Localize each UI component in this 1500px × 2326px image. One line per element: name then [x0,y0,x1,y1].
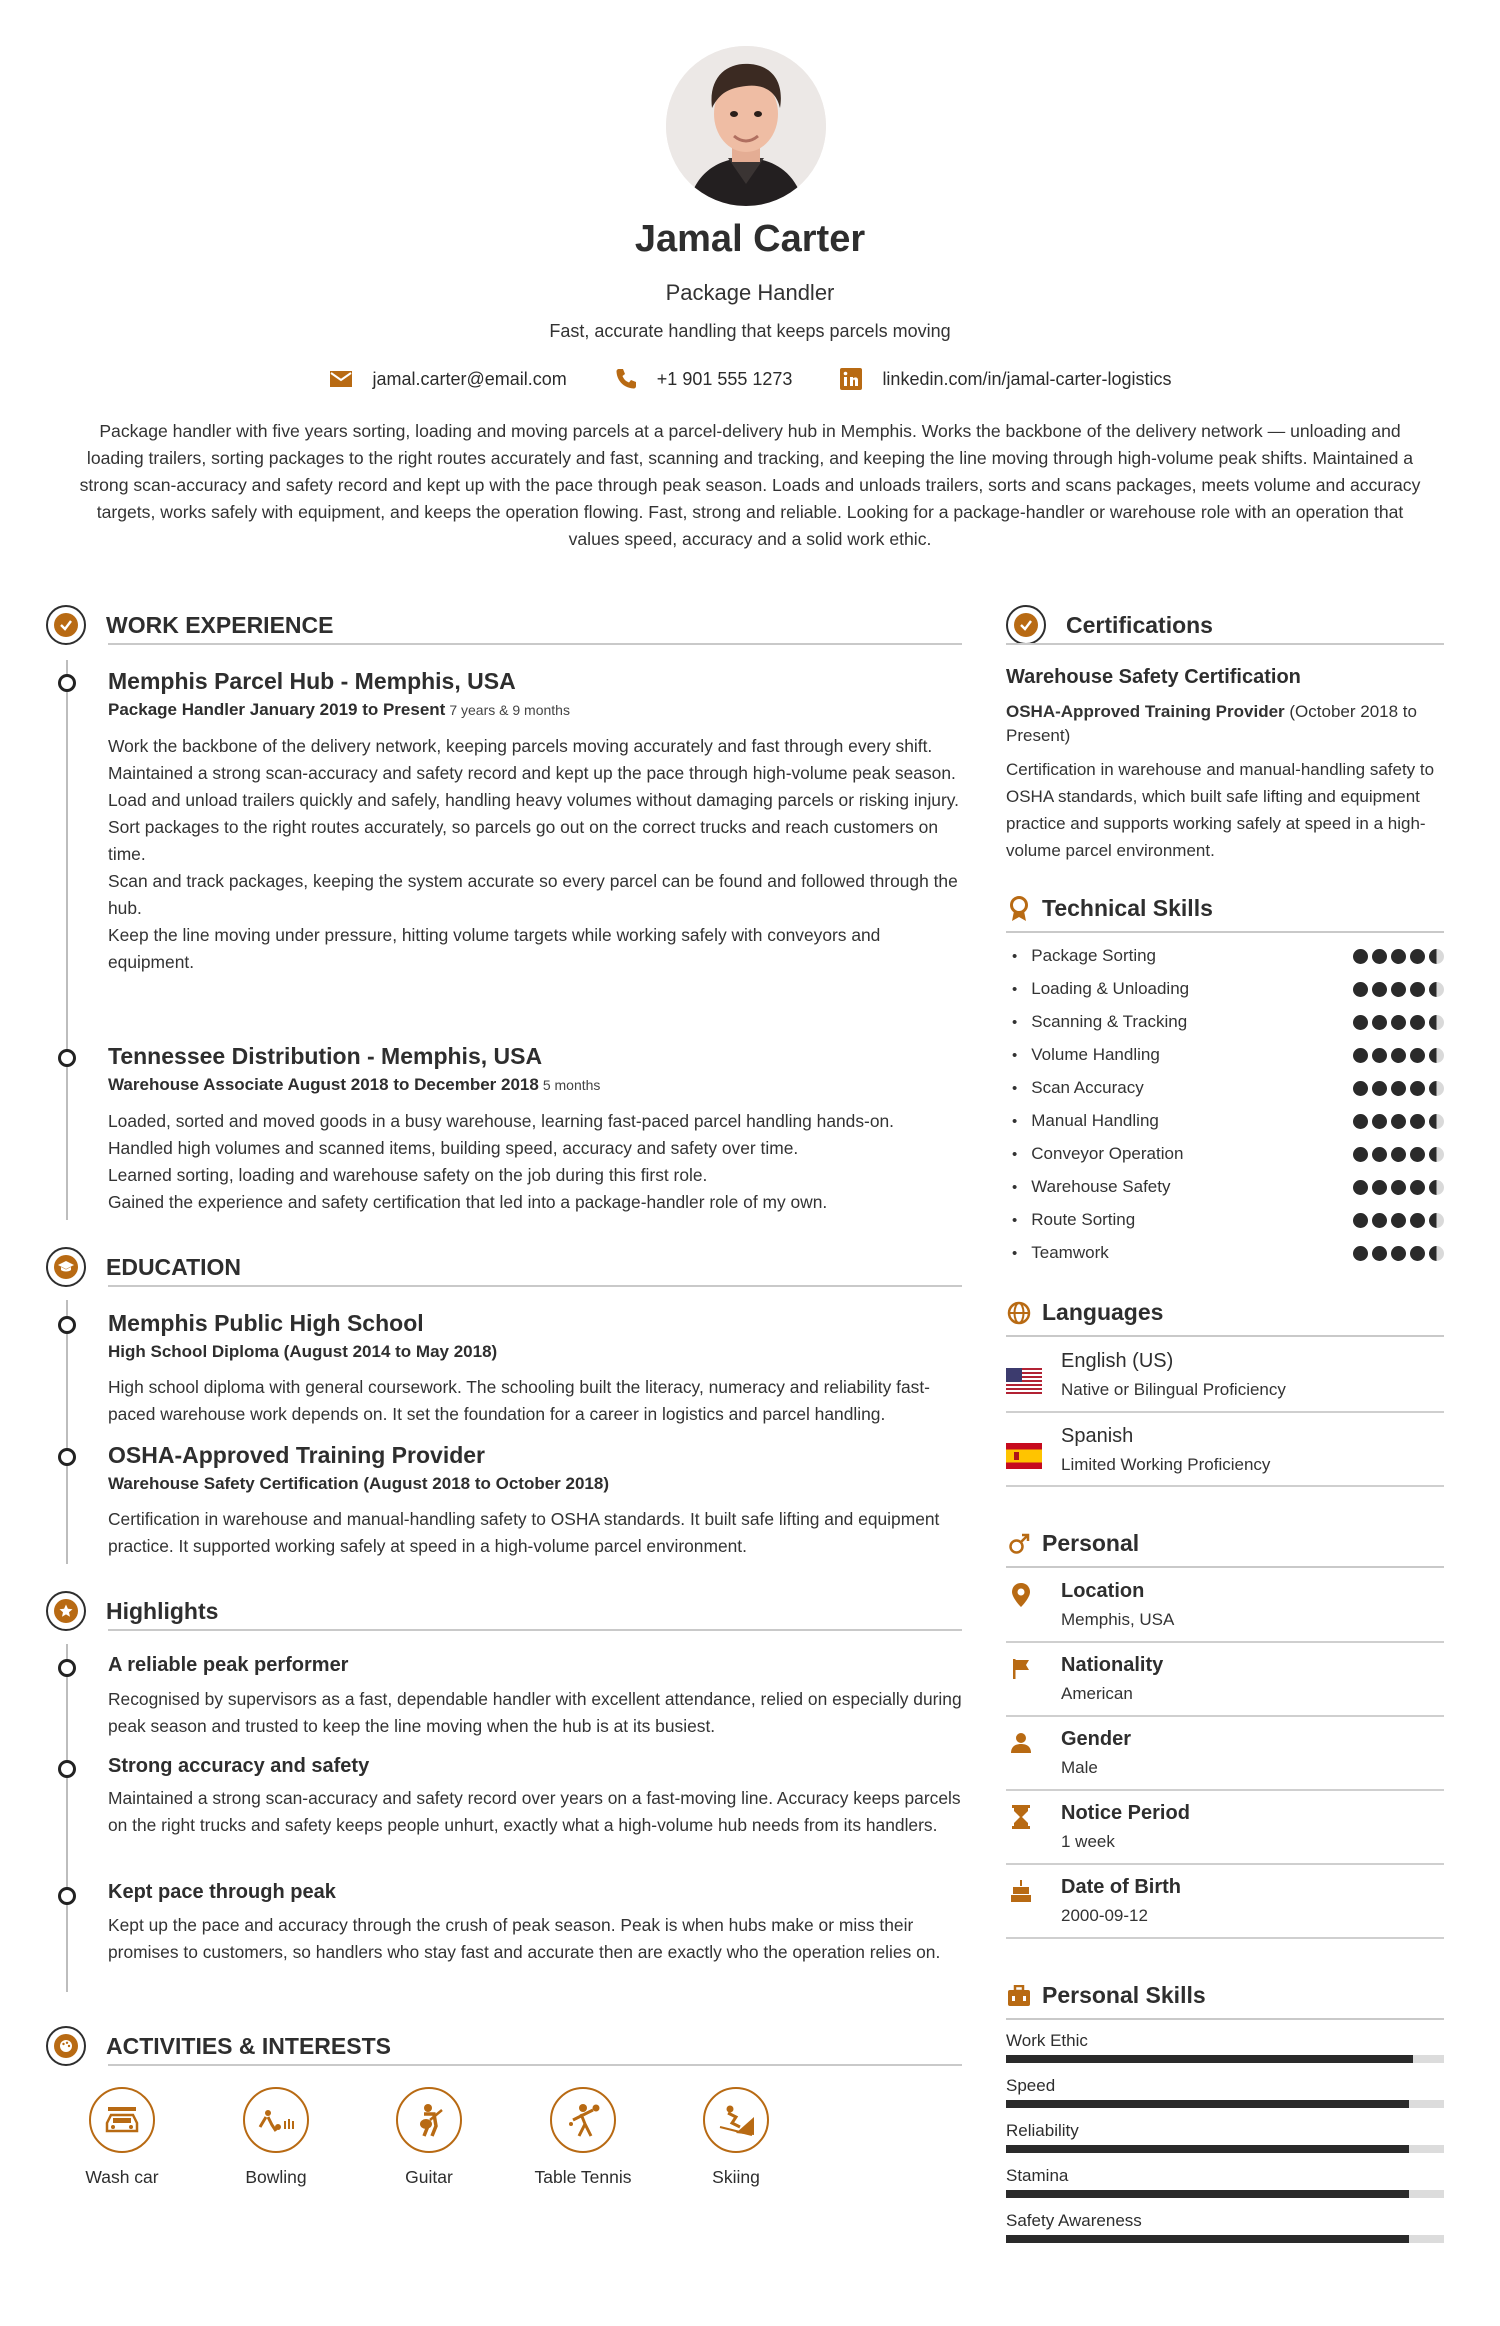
certification-dates: (October 2018 to Present) [1006,702,1417,745]
item-divider [1006,1411,1444,1413]
contact-email[interactable] [328,366,566,392]
spain-flag-icon [1006,1443,1042,1469]
skill-rating-dots [1353,1015,1444,1030]
car-wash-icon [89,2087,155,2153]
certification-provider: OSHA-Approved Training Provider [1006,702,1285,721]
rating-dot [1391,1081,1406,1096]
activity-label: Skiing [712,2167,760,2187]
rating-dot [1391,1147,1406,1162]
degree: High School Diploma (August 2014 to May 2018) [108,1342,498,1361]
us-flag-icon [1006,1368,1042,1394]
candidate-tagline: Fast, accurate handling that keeps parcels moving [549,321,951,341]
personal-skill-label: Reliability [1006,2121,1079,2140]
personal-skill-label: Safety Awareness [1006,2211,1142,2230]
contact-linkedin[interactable] [838,366,1171,392]
rating-dot [1391,1114,1406,1129]
personal-label: Gender [1061,1728,1132,1750]
personal-skill-label: Work Ethic [1006,2031,1088,2050]
personal-skill-item [1006,2076,1444,2108]
activity-label: Bowling [245,2167,307,2187]
activity-item [201,2087,351,2188]
rating-dot [1391,1246,1406,1261]
timeline-dot [58,1049,76,1067]
rating-dot [1410,1246,1425,1261]
education-description: Certification in warehouse and manual-handling safety to OSHA standards. It built safe lifting and equipment practice. It supported working safely at speed in a high-volume parcel environment. [108,1509,940,1556]
rating-dot [1353,1081,1368,1096]
personal-value: 1 week [1061,1832,1115,1851]
technical-skill-label: • Scan Accuracy [1012,1078,1144,1098]
highlights-timeline [66,1644,68,1992]
guitar-icon [396,2087,462,2153]
education-title: EDUCATION [106,1253,242,1280]
rating-dot [1372,1114,1387,1129]
work-experience-title: WORK EXPERIENCE [106,611,334,638]
rating-dot [1372,1213,1387,1228]
technical-skill-row [1012,1078,1444,1098]
item-divider [1006,1937,1444,1939]
rating-dot [1372,1147,1387,1162]
education-description: High school diploma with general coursework. The schooling built the literacy, numeracy and reliability fast-paced warehouse work depends on. It set the foundation for a career in logistics and parcel handling. [108,1377,930,1424]
table-tennis-icon [550,2087,616,2153]
skill-level-fill [1006,2235,1409,2243]
linkedin-text[interactable]: linkedin.com/in/jamal-carter-logistics [882,368,1172,389]
item-divider [1006,1789,1444,1791]
highlight-description: Maintained a strong scan-accuracy and safety record over years on a fast-moving line. Accuracy keeps parcels on the right trucks and safety keeps people unhurt, exactly what a high-volume hub needs from its handlers. [108,1788,961,1835]
technical-skill-label: • Scanning & Tracking [1012,1012,1187,1032]
skill-rating-dots [1353,1147,1444,1162]
section-divider [1006,1335,1444,1337]
personal-skills-title: Personal Skills [1042,1982,1206,2008]
rating-dot [1391,1213,1406,1228]
rating-dot [1391,1015,1406,1030]
certifications-heading [1006,605,1213,645]
degree: Warehouse Safety Certification (August 2018 to October 2018) [108,1474,609,1493]
candidate-role: Package Handler [665,280,835,305]
rating-dot [1410,1180,1425,1195]
profile-photo [666,46,826,206]
rating-dot [1353,1114,1368,1129]
linkedin-icon [838,366,864,392]
rating-dot [1372,1015,1387,1030]
technical-skill-row [1012,946,1444,966]
job-subtitle [108,700,570,720]
rating-dot [1429,1180,1444,1195]
personal-label: Date of Birth [1061,1876,1181,1898]
technical-skill-label: • Route Sorting [1012,1210,1135,1230]
rating-dot [1372,982,1387,997]
personal-label: Notice Period [1061,1802,1190,1824]
rating-dot [1353,1180,1368,1195]
job-bullet: Handled high volumes and scanned items, building speed, accuracy and safety over time. [108,1138,799,1158]
rating-dot [1410,982,1425,997]
item-divider [1006,1863,1444,1865]
language-name: Spanish [1061,1425,1134,1447]
rating-dot [1353,1147,1368,1162]
profile-summary: Package handler with five years sorting, loading and moving parcels at a parcel-delivery hub in Memphis. Works the backbone of the delivery network — unloading and loading trailers, sorting packages to the right routes accurately and fast, scanning and tracking, and keeping the line moving through high-volume peak shifts. Maintained a strong scan-accuracy and safety record and kept up with the pace through peak season. Loads and unloads trailers, sorts and scans packages, meets volume and accuracy targets, works safely with equipment, and keeps the operation flowing. Fast, strong and reliable. Looking for a package-handler or warehouse role with an operation that values speed, accuracy and a solid work ethic. [79,421,1421,549]
timeline-dot [58,1887,76,1905]
email-icon [328,366,354,392]
skill-level-bar [1006,2190,1444,2198]
personal-skill-label: Stamina [1006,2166,1069,2185]
rating-dot [1429,1147,1444,1162]
rating-dot [1372,1081,1387,1096]
rating-dot [1372,949,1387,964]
job-duration: 7 years & 9 months [449,702,570,718]
timeline-dot [58,1448,76,1466]
personal-heading [1006,1530,1139,1557]
skill-level-fill [1006,2055,1413,2063]
personal-value: Memphis, USA [1061,1610,1175,1629]
job-bullet: Learned sorting, loading and warehouse safety on the job during this first role. [108,1165,708,1185]
skill-rating-dots [1353,1246,1444,1261]
technical-skill-row [1012,1177,1444,1197]
technical-skill-row [1012,979,1444,999]
technical-skill-row [1012,1045,1444,1065]
personal-value: 2000-09-12 [1061,1906,1148,1925]
skill-rating-dots [1353,982,1444,997]
skill-rating-dots [1353,1114,1444,1129]
technical-skills-heading [1006,895,1213,922]
rating-dot [1429,1213,1444,1228]
language-level: Limited Working Proficiency [1061,1455,1271,1474]
personal-title: Personal [1042,1530,1140,1556]
rating-dot [1353,1015,1368,1030]
rating-dot [1353,1246,1368,1261]
personal-label: Location [1061,1580,1145,1602]
job-bullet: Work the backbone of the delivery network, keeping parcels moving accurately and fast through every shift. [108,736,933,756]
technical-skill-row [1012,1111,1444,1131]
job-position: Package Handler January 2019 to Present [108,700,446,719]
job-title: Memphis Parcel Hub - Memphis, USA [108,668,516,694]
bowling-icon [243,2087,309,2153]
rating-dot [1372,1048,1387,1063]
rating-dot [1429,949,1444,964]
highlight-description: Kept up the pace and accuracy through the crush of peak season. Peak is when hubs make or miss their promises to customers, so handlers who stay fast and accurate then are exactly who the operation relies on. [108,1915,941,1962]
gender-male-icon [1006,1531,1032,1557]
hourglass-icon [1008,1804,1034,1830]
personal-label: Nationality [1061,1654,1164,1676]
certifications-title: Certifications [1066,611,1213,638]
item-divider [1006,1485,1444,1487]
skill-level-bar [1006,2100,1444,2108]
award-ribbon-icon [1006,896,1032,922]
rating-dot [1429,1015,1444,1030]
phone-text[interactable]: +1 901 555 1273 [656,368,793,389]
skill-rating-dots [1353,1048,1444,1063]
activities-heading [46,2026,391,2066]
school-name: Memphis Public High School [108,1310,424,1336]
activity-item [354,2087,504,2188]
personal-skill-item [1006,2031,1444,2063]
skill-rating-dots [1353,949,1444,964]
contact-phone[interactable] [613,366,793,392]
certification-name: Warehouse Safety Certification [1006,666,1301,688]
personal-value: American [1061,1684,1133,1703]
item-divider [1006,1641,1444,1643]
activity-label: Table Tennis [534,2167,632,2187]
activity-label: Guitar [405,2167,453,2187]
section-divider [1006,1566,1444,1568]
section-divider [108,1629,962,1631]
technical-skill-label: • Package Sorting [1012,946,1156,966]
timeline-dot [58,674,76,692]
skill-level-bar [1006,2145,1444,2153]
briefcase-badge-icon [46,605,86,645]
rating-dot [1353,949,1368,964]
highlight-title: Kept pace through peak [108,1881,336,1903]
job-description [108,733,970,976]
job-subtitle [108,1075,600,1095]
highlights-heading [46,1591,218,1631]
palette-icon [46,2026,86,2066]
rating-dot [1372,1246,1387,1261]
activity-item [47,2087,197,2188]
rating-dot [1410,949,1425,964]
section-divider [108,1285,962,1287]
work-experience-heading [46,605,333,645]
job-title: Tennessee Distribution - Memphis, USA [108,1043,543,1069]
flag-icon [1008,1656,1034,1682]
technical-skill-row [1012,1243,1444,1263]
job-description [108,1108,970,1216]
activity-item [661,2087,811,2188]
personal-skills-heading [1006,1982,1206,2009]
personal-skill-item [1006,2166,1444,2198]
job-bullet: Keep the line moving under pressure, hitting volume targets while working safely with conveyors and equipment. [108,925,881,972]
section-divider [1006,643,1444,645]
rating-dot [1391,982,1406,997]
language-name: English (US) [1061,1350,1174,1372]
activities-title: ACTIVITIES & INTERESTS [106,2032,391,2059]
rating-dot [1391,949,1406,964]
skill-level-fill [1006,2190,1409,2198]
job-bullet: Loaded, sorted and moved goods in a busy warehouse, learning fast-paced parcel handling hands-on. [108,1111,895,1131]
rating-dot [1391,1180,1406,1195]
skill-rating-dots [1353,1081,1444,1096]
highlight-title: A reliable peak performer [108,1654,349,1676]
timeline-dot [58,1316,76,1334]
job-position: Warehouse Associate August 2018 to December 2018 [108,1075,539,1094]
toolbox-icon [1006,1983,1032,2009]
timeline-dot [58,1659,76,1677]
technical-skill-row [1012,1210,1444,1230]
job-bullet: Scan and track packages, keeping the system accurate so every parcel can be found and followed through the hub. [108,871,958,918]
skill-rating-dots [1353,1180,1444,1195]
languages-heading [1006,1299,1163,1326]
globe-icon [1006,1300,1032,1326]
rating-dot [1429,1048,1444,1063]
email-text[interactable]: jamal.carter@email.com [372,368,567,389]
rating-dot [1391,1048,1406,1063]
language-level: Native or Bilingual Proficiency [1061,1380,1286,1399]
rating-dot [1410,1213,1425,1228]
item-divider [1006,1715,1444,1717]
technical-skill-label: • Teamwork [1012,1243,1109,1263]
rating-dot [1429,1081,1444,1096]
rating-dot [1429,1114,1444,1129]
rating-dot [1353,1213,1368,1228]
certification-provider-line [1006,700,1444,748]
school-name: OSHA-Approved Training Provider [108,1442,485,1468]
technical-skill-label: • Loading & Unloading [1012,979,1189,999]
rating-dot [1353,982,1368,997]
rating-dot [1410,1147,1425,1162]
section-divider [108,643,962,645]
graduation-cap-icon [46,1247,86,1287]
rating-dot [1410,1048,1425,1063]
highlight-description: Recognised by supervisors as a fast, dependable handler with excellent attendance, relied on especially during peak season and trusted to keep the line moving when the hub is at its busiest. [108,1689,962,1736]
star-icon [46,1591,86,1631]
technical-skill-label: • Warehouse Safety [1012,1177,1171,1197]
section-divider [1006,2018,1444,2020]
job-bullet: Sort packages to the right routes accurately, so parcels go out on the correct trucks and reach customers on time. [108,817,939,864]
section-divider [108,2064,962,2066]
technical-skill-label: • Volume Handling [1012,1045,1160,1065]
technical-skill-row [1012,1012,1444,1032]
personal-value: Male [1061,1758,1098,1777]
location-pin-icon [1008,1582,1034,1608]
technical-skill-row [1012,1144,1444,1164]
phone-icon [613,366,639,392]
rating-dot [1429,1246,1444,1261]
skill-level-bar [1006,2235,1444,2243]
skill-level-fill [1006,2100,1409,2108]
personal-skill-label: Speed [1006,2076,1056,2095]
education-heading [46,1247,241,1287]
certificate-badge-icon [1006,605,1046,645]
personal-skill-item [1006,2211,1444,2243]
candidate-name: Jamal Carter [634,218,866,260]
rating-dot [1429,982,1444,997]
contact-bar [0,366,1500,392]
rating-dot [1410,1081,1425,1096]
work-timeline [66,660,68,1220]
birthday-cake-icon [1008,1878,1034,1904]
education-timeline [66,1300,68,1564]
certification-description: Certification in warehouse and manual-handling safety to OSHA standards, which built safe lifting and equipment practice and supports working safely at speed in a high-volume parcel environment. [1006,760,1435,860]
personal-skill-item [1006,2121,1444,2153]
skill-rating-dots [1353,1213,1444,1228]
job-bullet: Maintained a strong scan-accuracy and safety record and kept up the pace through high-volume peak season. [108,763,956,783]
languages-title: Languages [1042,1299,1164,1325]
job-bullet: Gained the experience and safety certification that led into a package-handler role of my own. [108,1192,828,1212]
section-divider [1006,931,1444,933]
technical-skills-title: Technical Skills [1042,895,1213,921]
rating-dot [1353,1048,1368,1063]
rating-dot [1410,1015,1425,1030]
activity-item [508,2087,658,2188]
highlight-title: Strong accuracy and safety [108,1755,370,1777]
skill-level-bar [1006,2055,1444,2063]
rating-dot [1372,1180,1387,1195]
timeline-dot [58,1760,76,1778]
skill-level-fill [1006,2145,1409,2153]
job-duration: 5 months [542,1077,601,1093]
technical-skill-label: • Manual Handling [1012,1111,1159,1131]
rating-dot [1410,1114,1425,1129]
highlights-title: Highlights [106,1597,219,1624]
skiing-icon [703,2087,769,2153]
technical-skill-label: • Conveyor Operation [1012,1144,1183,1164]
person-icon [1008,1730,1034,1756]
job-bullet: Load and unload trailers quickly and safely, handling heavy volumes without damaging parcels or risking injury. [108,790,960,810]
activity-label: Wash car [85,2167,159,2187]
